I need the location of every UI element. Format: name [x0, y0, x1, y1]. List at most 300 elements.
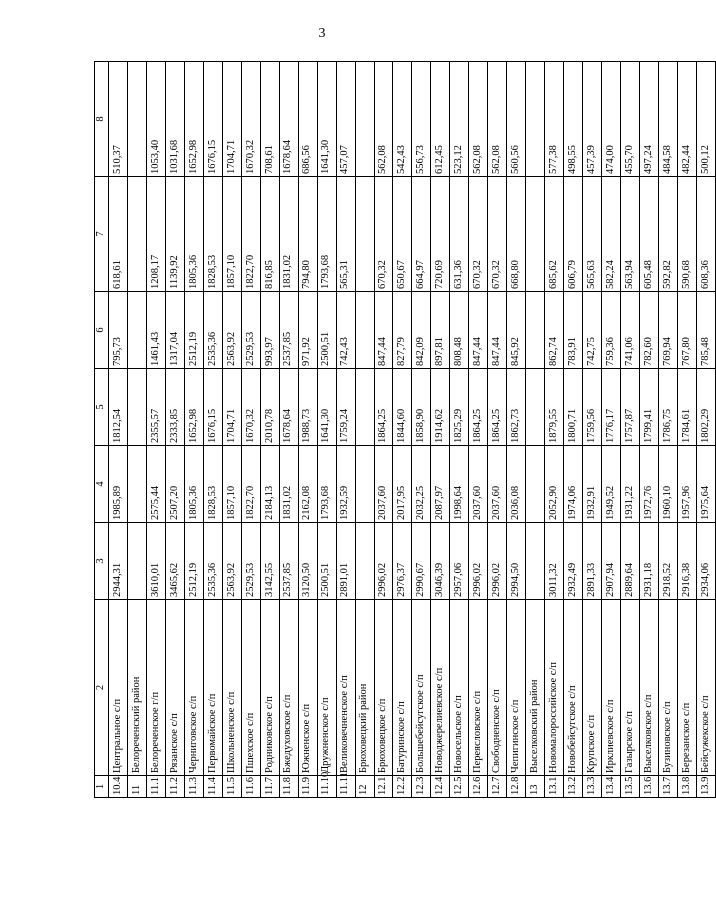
settlement-name: Родниковское с/п [260, 600, 279, 776]
value-cell: 2537,85 [279, 292, 298, 369]
value-cell [128, 446, 147, 523]
value-cell: 2916,38 [677, 523, 696, 600]
value-cell: 1053,40 [147, 62, 166, 177]
row-code: 12.2 [393, 776, 412, 798]
row-code: 13.4 [601, 776, 620, 798]
value-cell: 2563,92 [222, 292, 241, 369]
value-cell [355, 62, 374, 177]
value-cell: 1759,24 [336, 369, 355, 446]
table-row [109, 62, 128, 798]
table-row [393, 62, 412, 798]
value-cell: 741,06 [620, 292, 639, 369]
value-cell: 2512,19 [185, 292, 204, 369]
value-cell: 720,69 [431, 177, 450, 292]
column-header: 4 [95, 446, 109, 523]
value-cell: 1985,89 [109, 446, 128, 523]
value-cell [128, 523, 147, 600]
value-cell: 482,44 [677, 62, 696, 177]
table-row [203, 62, 222, 798]
table-row [677, 62, 696, 798]
value-cell: 1975,64 [696, 446, 715, 523]
value-cell: 2529,53 [241, 523, 260, 600]
table-row [431, 62, 450, 798]
column-header: 1 [95, 776, 109, 798]
settlement-name: Дружненское с/п [317, 600, 336, 776]
value-cell: 2891,01 [336, 523, 355, 600]
value-cell: 782,60 [639, 292, 658, 369]
row-code: 11.9 [298, 776, 317, 798]
value-cell: 2052,90 [545, 446, 564, 523]
row-code: 12.6 [469, 776, 488, 798]
value-cell: 2162,08 [298, 446, 317, 523]
row-code: 13.7 [658, 776, 677, 798]
value-cell: 2932,49 [564, 523, 583, 600]
table-row [185, 62, 204, 798]
value-cell: 1857,10 [222, 177, 241, 292]
value-cell: 1676,15 [203, 369, 222, 446]
value-cell: 1931,22 [620, 446, 639, 523]
value-cell: 1208,17 [147, 177, 166, 292]
value-cell: 686,56 [298, 62, 317, 177]
table-row [545, 62, 564, 798]
value-cell: 1972,76 [639, 446, 658, 523]
value-cell: 523,12 [450, 62, 469, 177]
settlement-name: Великовечненское с/п [336, 600, 355, 776]
value-cell: 1949,52 [601, 446, 620, 523]
table-row [526, 62, 545, 798]
row-code: 12.4 [431, 776, 450, 798]
value-cell: 1786,75 [658, 369, 677, 446]
value-cell: 565,63 [583, 177, 602, 292]
value-cell: 1678,64 [279, 62, 298, 177]
value-cell: 2996,02 [374, 523, 393, 600]
settlement-name: Выселковское с/п [639, 600, 658, 776]
value-cell: 2563,92 [222, 523, 241, 600]
table-row [583, 62, 602, 798]
value-cell: 827,79 [393, 292, 412, 369]
row-code: 12.3 [412, 776, 431, 798]
table-row [298, 62, 317, 798]
value-cell: 1879,55 [545, 369, 564, 446]
value-cell: 608,36 [696, 177, 715, 292]
value-cell [128, 369, 147, 446]
row-code: 13.3 [583, 776, 602, 798]
value-cell: 847,44 [469, 292, 488, 369]
value-cell: 2944,31 [109, 523, 128, 600]
row-code: 13.8 [677, 776, 696, 798]
header-row [95, 62, 109, 798]
value-cell: 1139,92 [166, 177, 185, 292]
value-cell: 1793,68 [317, 177, 336, 292]
value-cell: 971,92 [298, 292, 317, 369]
settlement-name: Южненское с/п [298, 600, 317, 776]
row-code: 13.5 [620, 776, 639, 798]
value-cell [128, 177, 147, 292]
value-cell: 1676,15 [203, 62, 222, 177]
value-cell: 2931,18 [639, 523, 658, 600]
value-cell: 1461,43 [147, 292, 166, 369]
row-code: 11.10 [317, 776, 336, 798]
table-row [488, 62, 507, 798]
value-cell [355, 446, 374, 523]
value-cell: 1793,68 [317, 446, 336, 523]
settlement-name: Новобейсугское с/п [564, 600, 583, 776]
value-cell: 2889,64 [620, 523, 639, 600]
value-cell: 685,62 [545, 177, 564, 292]
settlement-name: Первомайское с/п [203, 600, 222, 776]
table-row [336, 62, 355, 798]
value-cell [128, 62, 147, 177]
row-code: 11.4 [203, 776, 222, 798]
row-code: 12.8 [507, 776, 526, 798]
value-cell: 577,38 [545, 62, 564, 177]
value-cell: 759,36 [601, 292, 620, 369]
value-cell: 668,80 [507, 177, 526, 292]
value-cell [355, 369, 374, 446]
value-cell: 606,79 [564, 177, 583, 292]
value-cell: 2990,67 [412, 523, 431, 600]
value-cell: 708,61 [260, 62, 279, 177]
value-cell: 842,09 [412, 292, 431, 369]
settlement-name: Белореченский район [128, 600, 147, 776]
value-cell: 618,61 [109, 177, 128, 292]
value-cell [526, 177, 545, 292]
value-cell: 484,58 [658, 62, 677, 177]
table-row [564, 62, 583, 798]
table-row [620, 62, 639, 798]
settlement-name: Новомалороссийское с/п [545, 600, 564, 776]
table-row [639, 62, 658, 798]
value-cell: 785,48 [696, 292, 715, 369]
table-row [317, 62, 336, 798]
value-cell: 845,92 [507, 292, 526, 369]
value-cell: 664,97 [412, 177, 431, 292]
column-header: 7 [95, 177, 109, 292]
value-cell: 2918,52 [658, 523, 677, 600]
value-cell [526, 62, 545, 177]
value-cell: 2036,08 [507, 446, 526, 523]
value-cell: 783,91 [564, 292, 583, 369]
table-row [355, 62, 374, 798]
value-cell: 2500,51 [317, 292, 336, 369]
value-cell: 1864,25 [374, 369, 393, 446]
settlement-name: Новоджерелиевское с/п [431, 600, 450, 776]
value-cell: 2891,33 [583, 523, 602, 600]
value-cell: 767,80 [677, 292, 696, 369]
value-cell: 3610,01 [147, 523, 166, 600]
value-cell [526, 369, 545, 446]
table-row [658, 62, 677, 798]
page-number: 3 [318, 26, 326, 41]
value-cell: 563,94 [620, 177, 639, 292]
settlement-name: Большебейсугское с/п [412, 600, 431, 776]
value-cell: 2017,95 [393, 446, 412, 523]
settlement-name: Рязанское с/п [166, 600, 185, 776]
tariff-table-wrapper [94, 62, 716, 798]
value-cell [128, 292, 147, 369]
value-cell [526, 446, 545, 523]
value-cell: 497,24 [639, 62, 658, 177]
row-code: 11.8 [279, 776, 298, 798]
table-row [412, 62, 431, 798]
value-cell: 2512,19 [185, 523, 204, 600]
value-cell: 605,48 [639, 177, 658, 292]
row-code: 10.4 [109, 776, 128, 798]
value-cell: 592,82 [658, 177, 677, 292]
value-cell: 1805,36 [185, 446, 204, 523]
settlement-name: Крупское с/п [583, 600, 602, 776]
value-cell: 1831,02 [279, 177, 298, 292]
value-cell: 1864,25 [469, 369, 488, 446]
row-code: 13 [526, 776, 545, 798]
value-cell: 1784,61 [677, 369, 696, 446]
value-cell: 3046,39 [431, 523, 450, 600]
value-cell [355, 523, 374, 600]
value-cell: 500,12 [696, 62, 715, 177]
value-cell [355, 177, 374, 292]
value-cell: 742,75 [583, 292, 602, 369]
value-cell: 1678,64 [279, 369, 298, 446]
table-row [507, 62, 526, 798]
table-row [374, 62, 393, 798]
value-cell: 562,08 [469, 62, 488, 177]
row-code: 13.6 [639, 776, 658, 798]
value-cell: 1641,30 [317, 369, 336, 446]
value-cell: 816,85 [260, 177, 279, 292]
value-cell: 2907,94 [601, 523, 620, 600]
value-cell: 2500,51 [317, 523, 336, 600]
row-code: 11.7 [260, 776, 279, 798]
value-cell: 2037,60 [374, 446, 393, 523]
row-code: 12.7 [488, 776, 507, 798]
row-code: 11.3 [185, 776, 204, 798]
value-cell: 2996,02 [469, 523, 488, 600]
row-code: 11.2 [166, 776, 185, 798]
value-cell: 1864,25 [488, 369, 507, 446]
settlement-name: Переясловское с/п [469, 600, 488, 776]
row-code: 13.2 [564, 776, 583, 798]
value-cell: 2529,53 [241, 292, 260, 369]
value-cell: 2957,06 [450, 523, 469, 600]
column-header: 8 [95, 62, 109, 177]
value-cell: 1957,96 [677, 446, 696, 523]
value-cell: 2976,37 [393, 523, 412, 600]
value-cell: 1844,60 [393, 369, 412, 446]
row-code: 13.1 [545, 776, 564, 798]
value-cell: 3465,62 [166, 523, 185, 600]
value-cell: 474,00 [601, 62, 620, 177]
value-cell: 794,80 [298, 177, 317, 292]
value-cell: 2535,36 [203, 292, 222, 369]
value-cell: 565,31 [336, 177, 355, 292]
value-cell: 1862,73 [507, 369, 526, 446]
settlement-name: Черниговское с/п [185, 600, 204, 776]
value-cell: 1828,53 [203, 177, 222, 292]
value-cell: 795,73 [109, 292, 128, 369]
settlement-name: Ирклиевское с/п [601, 600, 620, 776]
value-cell: 670,32 [374, 177, 393, 292]
value-cell: 742,43 [336, 292, 355, 369]
value-cell: 2535,36 [203, 523, 222, 600]
value-cell: 1960,10 [658, 446, 677, 523]
value-cell: 1988,73 [298, 369, 317, 446]
row-code: 11.11 [336, 776, 355, 798]
settlement-name: Чепигинское с/п [507, 600, 526, 776]
value-cell: 1799,41 [639, 369, 658, 446]
value-cell: 1641,30 [317, 62, 336, 177]
value-cell: 1828,53 [203, 446, 222, 523]
column-header: 3 [95, 523, 109, 600]
value-cell: 1825,29 [450, 369, 469, 446]
value-cell: 2333,85 [166, 369, 185, 446]
table-row [166, 62, 185, 798]
value-cell: 1932,91 [583, 446, 602, 523]
value-cell: 2996,02 [488, 523, 507, 600]
value-cell: 769,94 [658, 292, 677, 369]
value-cell: 1800,71 [564, 369, 583, 446]
settlement-name: Пшехское с/п [241, 600, 260, 776]
value-cell: 862,74 [545, 292, 564, 369]
value-cell: 1858,90 [412, 369, 431, 446]
settlement-name: Школьненское с/п [222, 600, 241, 776]
value-cell: 2032,25 [412, 446, 431, 523]
value-cell: 847,44 [374, 292, 393, 369]
value-cell: 1932,59 [336, 446, 355, 523]
value-cell: 3011,32 [545, 523, 564, 600]
value-cell: 457,07 [336, 62, 355, 177]
value-cell: 2994,50 [507, 523, 526, 600]
value-cell [526, 292, 545, 369]
value-cell: 556,73 [412, 62, 431, 177]
row-code: 11.6 [241, 776, 260, 798]
value-cell: 2010,78 [260, 369, 279, 446]
table-row [241, 62, 260, 798]
value-cell: 3142,55 [260, 523, 279, 600]
value-cell: 2537,85 [279, 523, 298, 600]
table-row [696, 62, 715, 798]
value-cell: 542,43 [393, 62, 412, 177]
value-cell: 1805,36 [185, 177, 204, 292]
value-cell: 1998,64 [450, 446, 469, 523]
value-cell: 2037,60 [469, 446, 488, 523]
value-cell: 457,39 [583, 62, 602, 177]
value-cell: 1812,54 [109, 369, 128, 446]
row-code: 12.5 [450, 776, 469, 798]
value-cell: 562,08 [374, 62, 393, 177]
value-cell: 498,55 [564, 62, 583, 177]
value-cell [355, 292, 374, 369]
settlement-name: Березанское с/п [677, 600, 696, 776]
value-cell: 2934,06 [696, 523, 715, 600]
settlement-name: Брюховецкое с/п [374, 600, 393, 776]
column-header: 6 [95, 292, 109, 369]
value-cell: 1822,70 [241, 446, 260, 523]
table-row [279, 62, 298, 798]
table-row [469, 62, 488, 798]
rotated-table-frame [94, 62, 716, 798]
value-cell: 560,56 [507, 62, 526, 177]
value-cell: 2575,44 [147, 446, 166, 523]
settlement-name: Бузиновское с/п [658, 600, 677, 776]
value-cell: 2507,20 [166, 446, 185, 523]
value-cell: 1831,02 [279, 446, 298, 523]
value-cell: 631,36 [450, 177, 469, 292]
settlement-name: Выселковский район [526, 600, 545, 776]
tariff-table [94, 61, 716, 798]
settlement-name: Батуринское с/п [393, 600, 412, 776]
value-cell: 1757,87 [620, 369, 639, 446]
row-code: 11.5 [222, 776, 241, 798]
value-cell: 612,45 [431, 62, 450, 177]
value-cell: 847,44 [488, 292, 507, 369]
value-cell: 1822,70 [241, 177, 260, 292]
value-cell: 3120,50 [298, 523, 317, 600]
value-cell: 582,24 [601, 177, 620, 292]
value-cell: 1857,10 [222, 446, 241, 523]
value-cell: 455,70 [620, 62, 639, 177]
value-cell: 1652,98 [185, 62, 204, 177]
column-header: 5 [95, 369, 109, 446]
value-cell: 590,68 [677, 177, 696, 292]
value-cell: 670,32 [469, 177, 488, 292]
value-cell: 510,37 [109, 62, 128, 177]
value-cell: 1759,56 [583, 369, 602, 446]
settlement-name: Бжедуховское с/п [279, 600, 298, 776]
value-cell: 1776,17 [601, 369, 620, 446]
value-cell [526, 523, 545, 600]
value-cell: 1670,32 [241, 62, 260, 177]
value-cell: 993,97 [260, 292, 279, 369]
value-cell: 1031,68 [166, 62, 185, 177]
table-row [128, 62, 147, 798]
row-code: 12.1 [374, 776, 393, 798]
row-code: 11.1 [147, 776, 166, 798]
settlement-name: Брюховецкий район [355, 600, 374, 776]
settlement-name: Белореченское г/п [147, 600, 166, 776]
value-cell: 897,81 [431, 292, 450, 369]
row-code: 12 [355, 776, 374, 798]
value-cell: 2355,57 [147, 369, 166, 446]
value-cell: 1670,32 [241, 369, 260, 446]
value-cell: 1974,06 [564, 446, 583, 523]
value-cell: 2184,13 [260, 446, 279, 523]
value-cell: 650,67 [393, 177, 412, 292]
value-cell: 1802,29 [696, 369, 715, 446]
column-header: 2 [95, 600, 109, 776]
table-row [147, 62, 166, 798]
settlement-name: Бейсужекское с/п [696, 600, 715, 776]
row-code: 13.9 [696, 776, 715, 798]
settlement-name: Газырское с/п [620, 600, 639, 776]
table-row [260, 62, 279, 798]
value-cell: 808,48 [450, 292, 469, 369]
value-cell: 1704,71 [222, 369, 241, 446]
table-row [450, 62, 469, 798]
table-row [222, 62, 241, 798]
row-code: 11 [128, 776, 147, 798]
value-cell: 2087,97 [431, 446, 450, 523]
settlement-name: Новосельское с/п [450, 600, 469, 776]
value-cell: 1914,62 [431, 369, 450, 446]
value-cell: 1652,98 [185, 369, 204, 446]
settlement-name: Свободненское с/п [488, 600, 507, 776]
value-cell: 1317,04 [166, 292, 185, 369]
table-row [601, 62, 620, 798]
settlement-name: Центральное с/п [109, 600, 128, 776]
value-cell: 1704,71 [222, 62, 241, 177]
table-body [109, 62, 716, 798]
value-cell: 670,32 [488, 177, 507, 292]
